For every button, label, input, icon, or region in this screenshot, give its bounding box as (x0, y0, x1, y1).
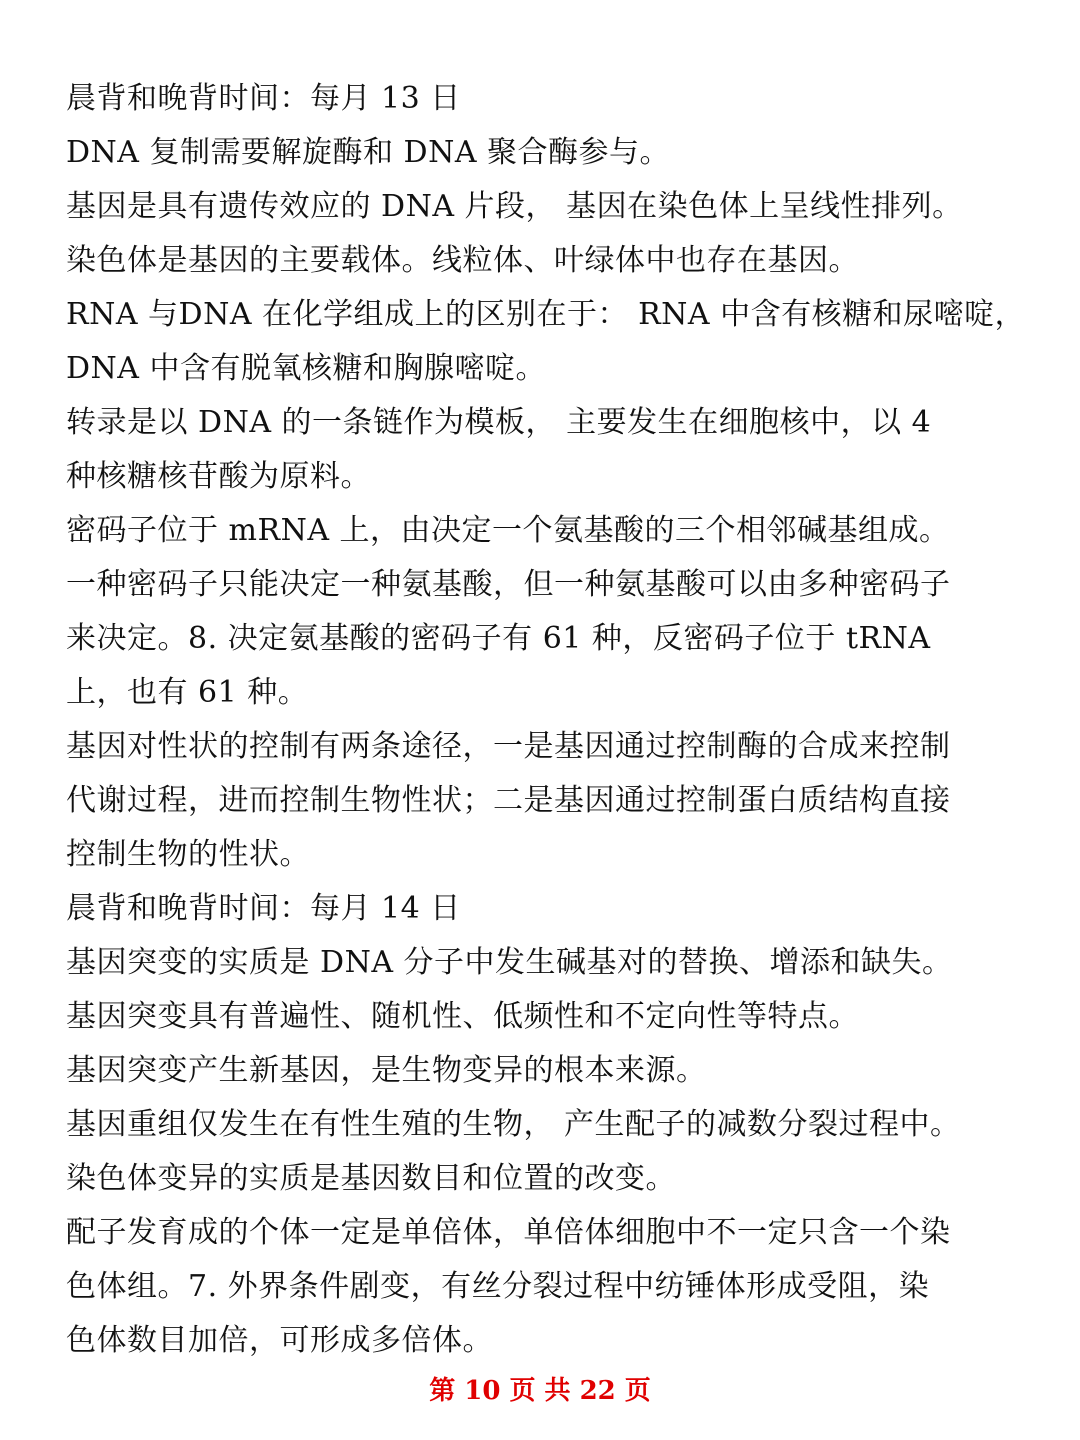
page-number-footer: 第 10 页 共 22 页 (429, 1376, 651, 1406)
text-line: 代谢过程，进而控制生物性状；二是基因通过控制蛋白质结构直接 (66, 783, 951, 818)
text-line: 基因突变具有普遍性、随机性、低频性和不定向性等特点。 (66, 999, 859, 1034)
text-line: 种核糖核苷酸为原料。 (66, 459, 371, 494)
text-line: 配子发育成的个体一定是单倍体，单倍体细胞中不一定只含一个染 (66, 1215, 951, 1250)
text-line: 染色体变异的实质是基因数目和位置的改变。 (66, 1161, 676, 1196)
text-line: 密码子位于 mRNA 上，由决定一个氨基酸的三个相邻碱基组成。 (66, 513, 950, 548)
text-line: DNA 复制需要解旋酶和 DNA 聚合酶参与。 (66, 135, 671, 170)
text-line: 基因对性状的控制有两条途径，一是基因通过控制酶的合成来控制 (66, 729, 951, 764)
text-line: 色体数目加倍，可形成多倍体。 (66, 1323, 493, 1358)
text-line: 基因突变产生新基因，是生物变异的根本来源。 (66, 1053, 707, 1088)
text-line: 基因是具有遗传效应的 DNA 片段， 基因在染色体上呈线性排列。 (66, 189, 963, 224)
text-line: 染色体是基因的主要载体。线粒体、叶绿体中也存在基因。 (66, 243, 859, 278)
text-line: 基因重组仅发生在有性生殖的生物， 产生配子的减数分裂过程中。 (66, 1107, 961, 1142)
text-line: DNA 中含有脱氧核糖和胸腺嘧啶。 (66, 351, 547, 386)
text-line: 转录是以 DNA 的一条链作为模板， 主要发生在细胞核中，以 4 (66, 405, 932, 440)
text-line: 上，也有 61 种。 (66, 675, 309, 710)
text-line: 晨背和晚背时间：每月 13 日 (66, 81, 461, 116)
text-line: 来决定。8. 决定氨基酸的密码子有 61 种，反密码子位于 tRNA (66, 621, 931, 656)
text-line: 晨背和晚背时间：每月 14 日 (66, 891, 461, 926)
text-line: RNA 与DNA 在化学组成上的区别在于： RNA 中含有核糖和尿嘧啶， (66, 297, 1026, 332)
text-line: 一种密码子只能决定一种氨基酸，但一种氨基酸可以由多种密码子 (66, 567, 951, 602)
text-line: 控制生物的性状。 (66, 837, 310, 872)
text-line: 色体组。7. 外界条件剧变，有丝分裂过程中纺锤体形成受阻，染 (66, 1269, 930, 1304)
text-line: 基因突变的实质是 DNA 分子中发生碱基对的替换、增添和缺失。 (66, 945, 953, 980)
document-body (66, 72, 1026, 1368)
